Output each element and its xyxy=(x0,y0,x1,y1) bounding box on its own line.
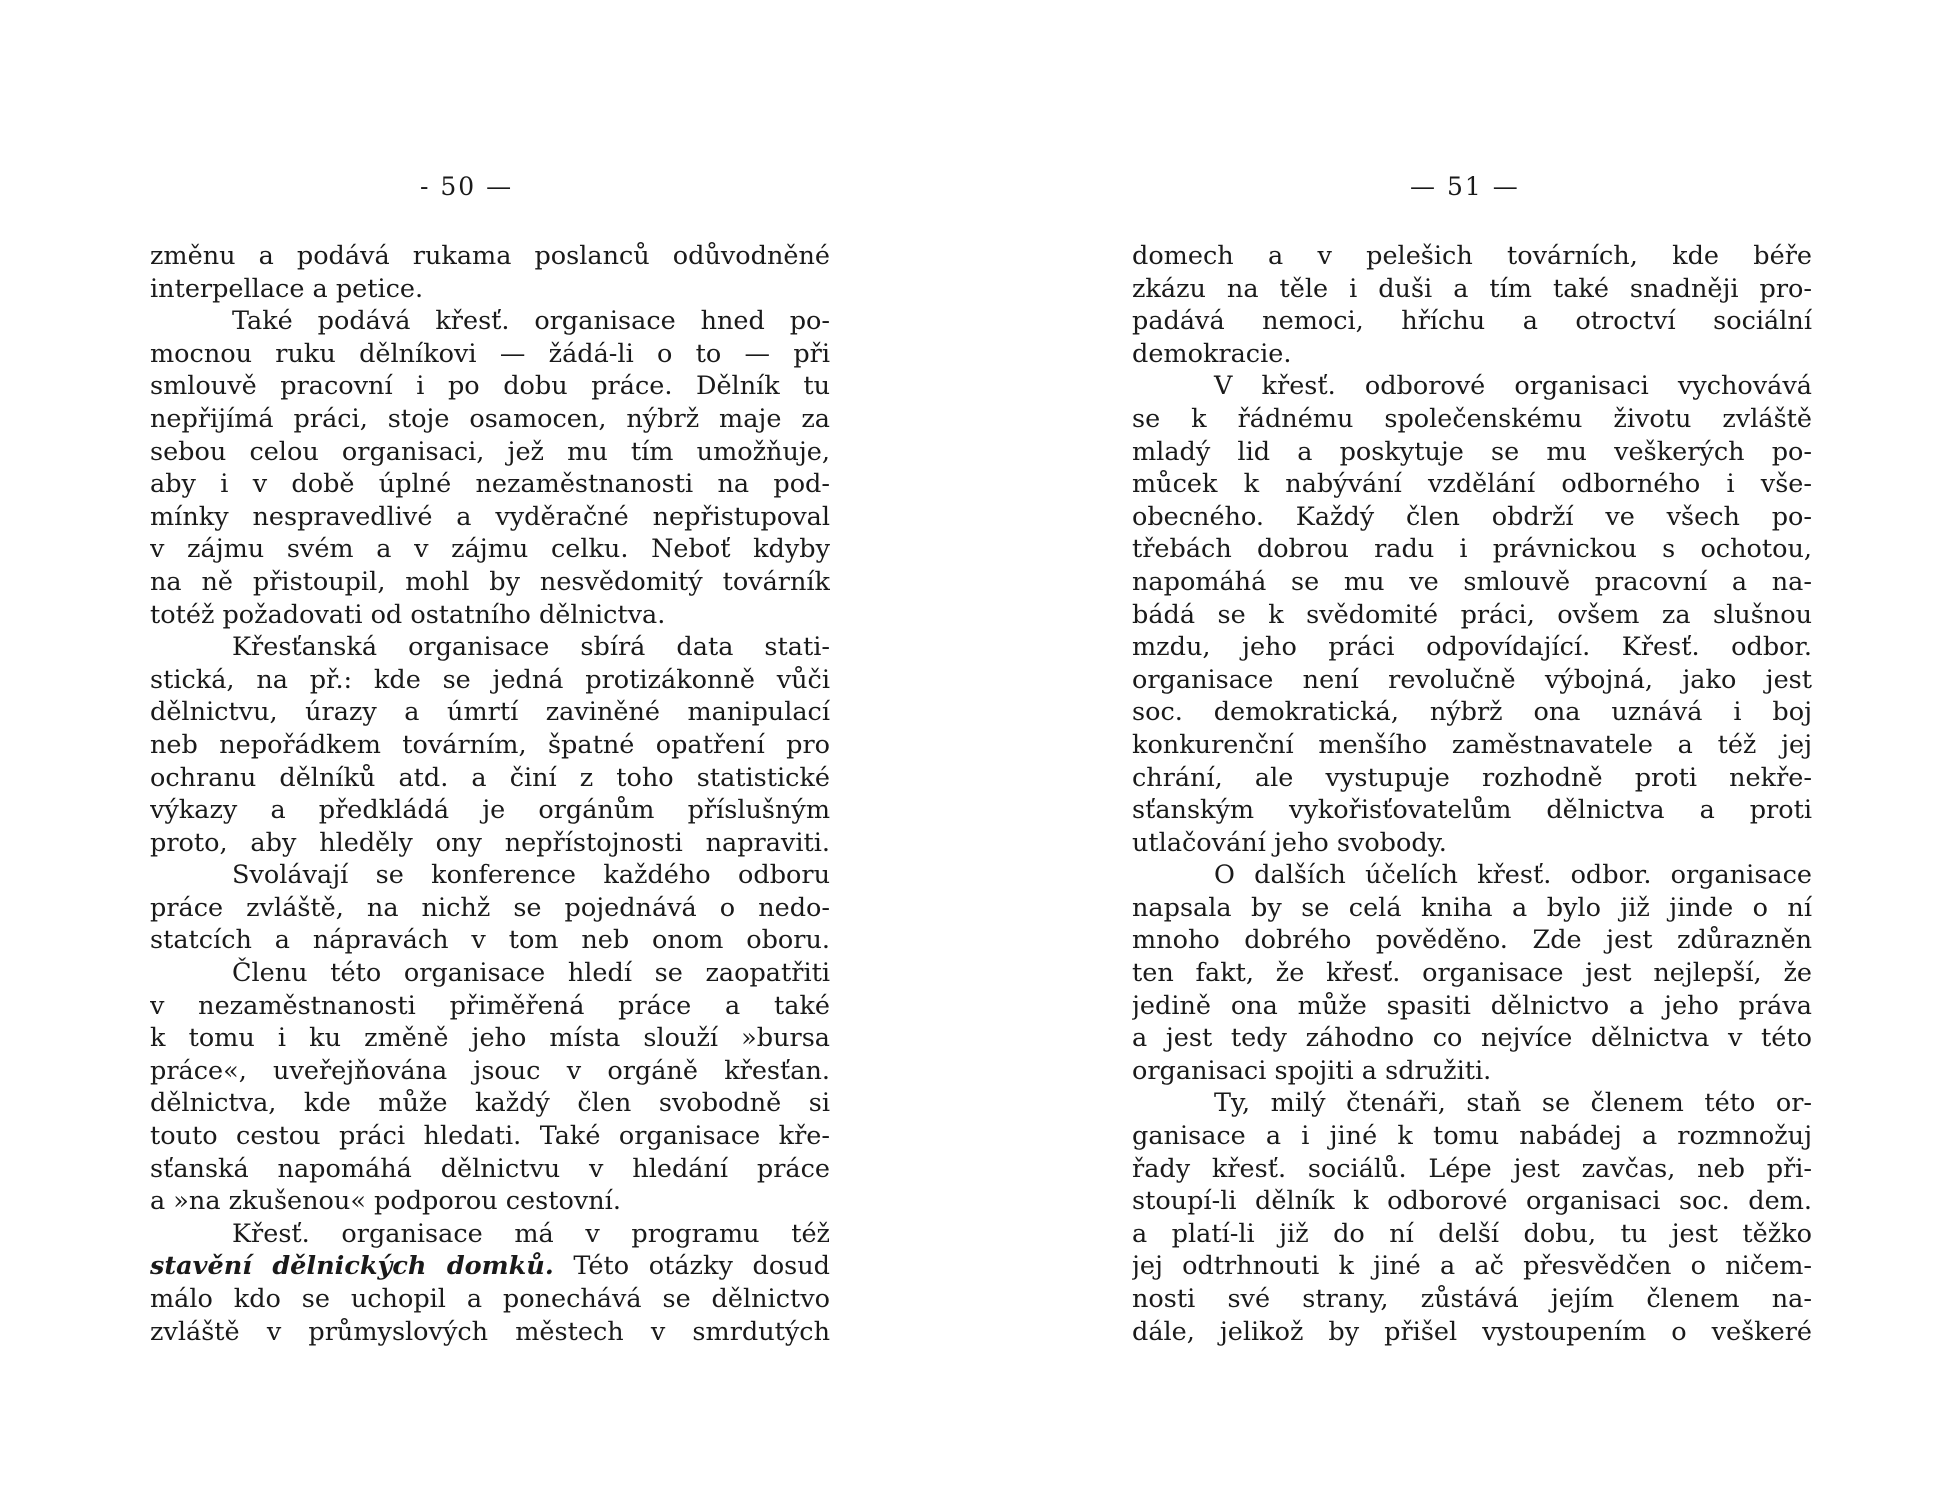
text-line: v zájmu svém a v zájmu celku. Neboť kdyby xyxy=(150,534,830,565)
text-line: domech a v pelešich továrních, kde béře xyxy=(1132,241,1812,271)
text-line: a jest tedy záhodno co nejvíce dělnictva v této xyxy=(1132,1023,1812,1054)
text-line: málo kdo se uchopil a ponechává se dělnictvo xyxy=(150,1284,830,1314)
page-number: - 50 — xyxy=(420,172,514,201)
emphasized-text: stavění dělnických domků. xyxy=(150,1251,554,1282)
text-line: na ně přistoupil, mohl by nesvědomitý továrník xyxy=(150,566,830,597)
text-line: ochranu dělníků atd. a činí z toho statistické xyxy=(150,762,830,793)
text-line: zkázu na těle i duši a tím také snadněji pro- xyxy=(1132,273,1812,304)
text-line: sťanským vykořisťovatelům dělnictva a proti xyxy=(1132,795,1812,826)
text-line: sebou celou organisaci, jež mu tím umožňuje, xyxy=(150,436,830,467)
text-line: totéž požadovati od ostatního dělnictva. xyxy=(150,599,666,630)
right-page xyxy=(975,0,1950,1500)
text-line: mladý lid a poskytuje se mu veškerých po- xyxy=(1132,436,1812,467)
text-line: organisaci spojiti a sdružiti. xyxy=(1132,1055,1492,1086)
text-line: soc. demokratická, nýbrž ona uznává i boj xyxy=(1132,697,1812,728)
text-line: sťanská napomáhá dělnictvu v hledání práce xyxy=(150,1153,830,1184)
text-line: napomáhá se mu ve smlouvě pracovní a na- xyxy=(1132,566,1812,597)
text-line: stická, na př.: kde se jedná protizákonně vůči xyxy=(150,664,830,695)
text-line: bádá se k svědomité práci, ovšem za slušnou xyxy=(1132,599,1812,630)
text-line: Křesť. organisace má v programu též xyxy=(232,1218,830,1249)
text-line: třebách dobrou radu i právnickou s ochotou, xyxy=(1132,534,1812,565)
text-line: jej odtrhnouti k jiné a ač přesvědčen o ničem- xyxy=(1132,1251,1812,1282)
text-line: stoupí-li dělník k odborové organisaci soc. dem. xyxy=(1132,1186,1812,1217)
text-line: nepřijímá práci, stoje osamocen, nýbrž maje za xyxy=(150,403,830,434)
text-line: Ty, milý čtenáři, staň se členem této or- xyxy=(1214,1088,1812,1119)
text-line: dělnictvu, úrazy a úmrtí zaviněné manipulací xyxy=(150,697,830,728)
text-line: dále, jelikož by přišel vystoupením o veškeré xyxy=(1132,1316,1812,1347)
text-line: smlouvě pracovní i po dobu práce. Dělník tu xyxy=(150,371,830,402)
text-line: práce«, uveřejňována jsouc v orgáně křesťan. xyxy=(150,1055,830,1086)
text-line: ganisace a i jiné k tomu nabádej a rozmnožuj xyxy=(1132,1121,1812,1152)
body-text xyxy=(150,240,830,1348)
text-line: změnu a podává rukama poslanců odůvodněné xyxy=(150,241,830,271)
text-line: interpellace a petice. xyxy=(150,273,424,304)
text-line: v nezaměstnanosti přiměřená práce a také xyxy=(150,990,830,1021)
text-line: nosti své strany, zůstává jejím členem na- xyxy=(1132,1284,1812,1314)
text-line: se k řádnému společenskému životu zvláště xyxy=(1132,403,1812,434)
text-line: O dalších účelích křesť. odbor. organisace xyxy=(1214,860,1812,891)
text-line: utlačování jeho svobody. xyxy=(1132,827,1447,858)
text-line: zvláště v průmyslových městech v smrdutých xyxy=(150,1316,830,1347)
text-line: touto cestou práci hledati. Také organisace kře- xyxy=(150,1121,830,1152)
text-line: obecného. Každý člen obdrží ve všech po- xyxy=(1132,501,1812,532)
text-line: dělnictva, kde může každý člen svobodně si xyxy=(150,1088,830,1119)
text-line: neb nepořádkem továrním, špatné opatření pro xyxy=(150,729,830,760)
text-line: V křesť. odborové organisaci vychovává xyxy=(1214,371,1812,402)
text-line: a platí-li již do ní delší dobu, tu jest těžko xyxy=(1132,1218,1812,1249)
text-line: Členu této organisace hledí se zaopatřiti xyxy=(232,958,830,989)
text-line: ten fakt, že křesť. organisace jest nejlepší, že xyxy=(1132,958,1812,989)
text-line xyxy=(150,1250,830,1283)
text-line: řady křesť. sociálů. Lépe jest zavčas, neb při- xyxy=(1132,1153,1812,1184)
text-line: demokracie. xyxy=(1132,338,1292,369)
text-line: proto, aby hleděly ony nepřístojnosti napraviti. xyxy=(150,827,830,858)
text-line: organisace není revolučně výbojná, jako jest xyxy=(1132,664,1812,695)
text-line: mocnou ruku dělníkovi — žádá-li o to — při xyxy=(150,338,830,369)
page-number: — 51 — xyxy=(1410,172,1520,201)
text-line: padává nemoci, hříchu a otroctví sociální xyxy=(1132,306,1812,337)
text-line: Svolávají se konference každého odboru xyxy=(232,860,830,891)
text-line: můcek k nabývání vzdělání odborného i vše- xyxy=(1132,469,1812,500)
text-line: mnoho dobrého pověděno. Zde jest zdůrazněn xyxy=(1132,925,1812,956)
line-continuation: Této otázky dosud xyxy=(553,1251,830,1282)
text-line: práce zvláště, na nichž se pojednává o nedo- xyxy=(150,892,830,923)
text-line: jedině ona může spasiti dělnictvo a jeho práva xyxy=(1132,990,1812,1021)
text-line: výkazy a předkládá je orgánům příslušným xyxy=(150,795,830,826)
text-line: chrání, ale vystupuje rozhodně proti nekře- xyxy=(1132,762,1812,793)
text-line: aby i v době úplné nezaměstnanosti na pod- xyxy=(150,469,830,500)
text-line: napsala by se celá kniha a bylo již jinde o ní xyxy=(1132,892,1812,923)
body-text xyxy=(1132,240,1812,1348)
text-line: mínky nespravedlivé a vyděračné nepřistupoval xyxy=(150,501,830,532)
text-line: konkurenční menšího zaměstnavatele a též jej xyxy=(1132,729,1812,760)
text-line: Také podává křesť. organisace hned po- xyxy=(232,306,830,337)
text-line: statcích a nápravách v tom neb onom oboru. xyxy=(150,925,830,956)
text-line: k tomu i ku změně jeho místa slouží »bursa xyxy=(150,1023,830,1054)
text-line: a »na zkušenou« podporou cestovní. xyxy=(150,1186,621,1217)
text-line: Křesťanská organisace sbírá data stati- xyxy=(232,632,830,663)
text-line: mzdu, jeho práci odpovídající. Křesť. odbor. xyxy=(1132,632,1812,663)
